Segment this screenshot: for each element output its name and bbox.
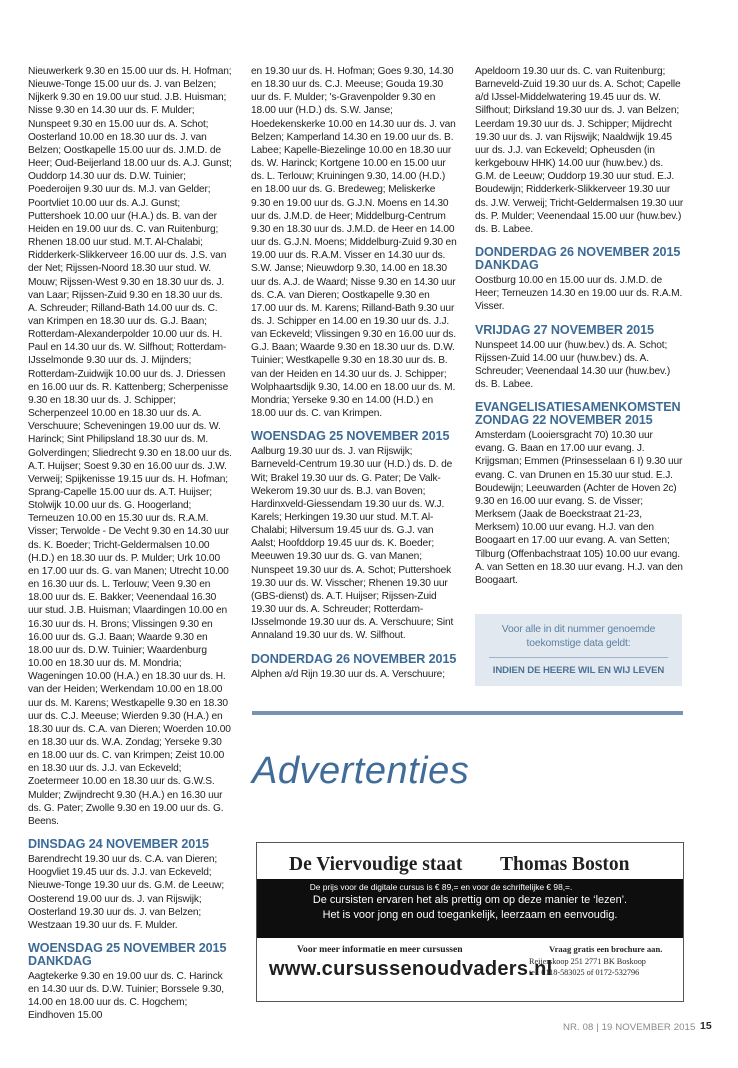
ad-contact — [529, 944, 662, 979]
section-heading: DONDERDAG 26 NOVEMBER 2015 DANKDAG — [475, 245, 681, 273]
section-divider — [252, 711, 683, 715]
ad-address: Reijerskoop 251 2771 BK Boskoop — [529, 956, 646, 966]
section-heading: EVANGELISATIESAMENKOMSTEN ZONDAG 22 NOVEMBER 2015 — [475, 400, 681, 428]
section-heading: WOENSDAG 25 NOVEMBER 2015 DANKDAG — [28, 941, 227, 968]
ad-text-line: De cursisten ervaren het als prettig om op deze manier te ‘lezen’. — [312, 894, 628, 906]
church-listing: Nunspeet 14.00 uur (huw.bev.) ds. A. Schot; Rijssen-Zuid 14.00 uur (huw.bev.) ds. A. Schreuder; Veenendaal 14.30 uur (huw.bev.) ds. B. Labee. — [475, 339, 671, 390]
ad-info: Voor meer informatie en meer cursussen — [297, 944, 463, 955]
column-3 — [475, 65, 685, 686]
ad-author: Thomas Boston — [500, 854, 630, 875]
church-listing: Amsterdam (Looiersgracht 70) 10.30 uur evang. G. Baan en 17.00 uur evang. J. Krijgsman; Emmen (Prinsesselaan 6 I) 9.30 uur evang. C. van Drunen en 15.30 uur stud. E.J. Boudewijn; Leeuwarden (Achter de Hoven 2c) 9.30 en 16.00 uur evang. S. de Visser; Merksem (Jaak de Boeckstraat 21-23, Merksem) 10.00 uur evang. H.J. van den Boogaart en 17.00 uur evang. A. van Setten; Tilburg (Offenbachstraat 105) 10.00 uur evang. A. van Setten en 18.30 uur evang. H.J. van den Boogaart. — [475, 430, 683, 586]
church-listing: Nieuwerkerk 9.30 en 15.00 uur ds. H. Hofman; Nieuwe-Tonge 15.00 uur ds. J. van Belzen; Nijkerk 9.30 en 19.00 uur stud. J.B. Huisman; Nisse 9.30 en 14.30 uur ds. F. Mulder; Nunspeet 9.30 en 15.00 uur ds. A. Schot; Oosterland 10.00 en 18.30 uur ds. J. van Belzen; Oostkapelle 15.00 uur ds. J.M.D. de Heer; Oud-Beijerland 18.00 uur ds. A.J. Gunst; Ouddorp 14.30 uur ds. D.W. Tuinier; Poederoijen 9.30 uur ds. M.J. van Gelder; Poortvliet 10.00 uur ds. A.J. Gunst; Puttershoek 10.00 uur (H.A.) ds. B. van der Heiden en 19.00 uur ds. C. van Ruitenburg; Rhenen 18.00 uur stud. M.T. Al-Chalabi; Ridderkerk-Slikkerveer 16.00 uur ds. J.S. van der Net; Rijssen-Noord 18.30 uur stud. W. Mouw; Rijssen-West 9.30 en 18.30 uur ds. J. van Laar; Rijssen-Zuid 9.30 en 18.30 uur ds. A. Schreuder; Rilland-Bath 14.00 uur ds. C. van Krimpen en 18.30 uur ds. G.J. Baan; Rotterdam-Alexanderpolder 10.00 uur ds. H. Paul en 14.30 uur ds. W. Silfhout; Rotterdam-IJsselmonde 9.30 uur ds. J. Mijnders; Rotterdam-Zuidwijk 10.00 uur ds. J. Driessen en 16.00 uur ds. R. Kattenberg; Scherpenisse 9.30 en 18.30 uur ds. J. Schipper; Scherpenzeel 10.00 en 18.30 uur ds. A. Verschuure; Scheveningen 19.00 uur ds. W. Harinck; Sint Philipsland 18.30 uur ds. M. Golverdingen; Sliedrecht 9.30 en 18.00 uur ds. A.T. Huijser; Soest 9.30 en 16.00 uur ds. J.W. Verweij; Spijkenisse 19.15 uur ds. H. Hofman; Sprang-Capelle 15.00 uur ds. A.T. Huijser; Stolwijk 10.00 uur ds. G. Hoogerland; Terneuzen 10.00 en 15.30 uur ds. R.A.M. Visser; Terwolde - De Vecht 9.30 en 14.30 uur ds. K. Boeder; Tricht-Geldermalsen 10.00 (H.D.) en 18.30 uur ds. P. Mulder; Urk 10.00 en 17.00 uur ds. G. van Manen; Utrecht 10.00 en 16.30 uur ds. L. Terlouw; Veen 9.30 en 18.00 uur ds. E. Bakker; Veenendaal 16.30 uur stud. J.B. Huisman; Vlaardingen 10.00 en 16.30 uur ds. H. Brons; Vlissingen 9.30 en 16.00 uur ds. G.J. Baan; Waarde 9.30 en 18.00 uur ds. D.W. Tuinier; Waardenburg 10.00 en 18.30 uur ds. M. Mondria; Wageningen 10.00 (H.A.) en 18.30 uur ds. H. van der Heiden; Werkendam 10.00 en 18.00 uur ds. M. Karens; Westkapelle 9.30 en 18.30 uur ds. C.J. Meeuse; Wierden 9.30 (H.A.) en 18.30 uur ds. C.A. van Dieren; Woerden 10.00 en 18.30 uur ds. W.A. Zondag; Yerseke 9.30 en 18.00 uur ds. C. van Krimpen; Zeist 10.00 en 18.30 uur ds. J.J. van Eckeveld; Zoetermeer 10.00 en 18.30 uur ds. G.W.S. Mulder; Zwijndrecht 9.30 (H.A.) en 16.30 uur ds. G. Pater; Zwolle 9.30 en 19.00 uur ds. G. Beens. — [28, 66, 232, 827]
ad-body — [257, 879, 683, 938]
ad-title: De Viervoudige staat — [289, 854, 463, 875]
ad-website-link[interactable]: www.cursussenoudvaders.nl — [269, 958, 553, 980]
church-listing: Alphen a/d Rijn 19.30 uur ds. A. Verschuure; — [251, 668, 445, 680]
notice-text: Voor alle in dit nummer genoemde toekomstige data geldt: — [501, 624, 656, 649]
ad-price: De prijs voor de digitale cursus is € 89,= en voor de schriftelijke € 98,=. — [309, 882, 573, 892]
section-heading: WOENSDAG 25 NOVEMBER 2015 — [251, 429, 450, 444]
ad-header — [257, 843, 683, 879]
notice-title: INDIEN DE HEERE WIL EN WIJ LEVEN — [492, 665, 665, 676]
ad-phones: tel. 0118-583025 of 0172-532796 — [529, 968, 640, 977]
section-heading: DINSDAG 24 NOVEMBER 2015 — [28, 837, 209, 852]
church-listing: Oostburg 10.00 en 15.00 uur ds. J.M.D. de Heer; Terneuzen 14.30 en 19.00 uur ds. R.A.M. Visser. — [475, 275, 683, 313]
column-1 — [28, 65, 232, 1023]
advertisements-heading: Advertenties — [252, 750, 470, 792]
church-listing: en 19.30 uur ds. H. Hofman; Goes 9.30, 14.30 en 18.30 uur ds. C.J. Meeuse; Gouda 19.30 uur ds. F. Mulder; 's-Gravenpolder 9.30 en 18.00 uur (H.D.) ds. S.W. Janse; Hoedekenskerke 10.00 en 14.30 uur ds. J. van Belzen; Kamperland 14.30 en 19.00 uur ds. B. Labee; Kapelle-Biezelinge 10.00 en 18.30 uur ds. W. Harinck; Kortgene 10.00 en 15.00 uur ds. L. Terlouw; Kruiningen 9.30, 14.00 (H.D.) en 18.00 uur ds. G. Bredeweg; Meliskerke 9.30 en 19.00 uur ds. G.J.N. Moens en 14.30 uur ds. J.M.D. de Heer; Middelburg-Centrum 9.30 en 18.30 uur ds. J.M.D. de Heer en 14.00 uur ds. G.J.N. Moens; Middelburg-Zuid 9.30 en 19.00 uur ds. R.A.M. Visser en 14.30 uur ds. S.W. Janse; Nieuwdorp 9.30, 14.00 en 18.30 uur ds. A.J. de Waard; Nisse 9.30 en 14.30 uur ds. C.A. van Dieren; Oostkapelle 9.30 en 17.00 uur ds. M. Karens; Rilland-Bath 9.30 uur ds. J. Schipper en 14.00 en 19.30 uur ds. J.J. van Eckeveld; Vlissingen 9.30 en 16.00 uur ds. G.J. Baan; Waarde 9.30 en 18.30 uur ds. D.W. Tuinier; Westkapelle 9.30 en 18.30 uur ds. B. van der Heiden en 14.30 uur ds. J. Schipper; Wolphaartsdijk 9.30, 14.00 en 18.00 uur ds. M. Mondria; Yerseke 9.30 en 14.00 (H.D.) en 18.00 uur ds. C. van Krimpen. — [251, 66, 457, 420]
column-2 — [251, 65, 457, 681]
issue-footer: NR. 08 | 19 NOVEMBER 2015 — [563, 1022, 696, 1033]
church-listing: Apeldoorn 19.30 uur ds. C. van Ruitenburg; Barneveld-Zuid 19.30 uur ds. A. Schot; Capelle a/d IJssel-Middelwatering 19.45 uur ds. W. Silfhout; Dirksland 19.30 uur ds. J. van Belzen; Leerdam 19.30 uur ds. J. Schipper; Mijdrecht 19.30 uur ds. J. van Rijswijk; Naaldwijk 19.45 uur ds. J.J. van Eckeveld; Opheusden (in kerkgebouw HHK) 14.00 uur (huw.bev.) ds. G.M. de Leeuw; Ouddorp 19.30 uur stud. E.J. Boudewijn; Ridderkerk-Slikkerveer 19.30 uur ds. J.W. Verweij; Tricht-Geldermalsen 19.30 uur ds. P. Mulder; Veenendaal 15.00 uur (huw.bev.) ds. B. Labee. — [475, 66, 684, 235]
ad-brochure: Vraag gratis een brochure aan. — [549, 944, 663, 954]
advertisement — [256, 842, 684, 1002]
church-listing: Barendrecht 19.30 uur ds. C.A. van Dieren; Hoogvliet 19.45 uur ds. J.J. van Eckeveld; Nieuwe-Tonge 19.30 uur ds. G.M. de Leeuw; Oosterend 19.00 uur ds. J. van Rijswijk; Oosterland 19.30 uur ds. J. van Belzen; Westzaan 19.30 uur ds. F. Mulder. — [28, 854, 225, 931]
ad-footer — [257, 938, 683, 1000]
ad-text-line: Het is voor jong en oud toegankelijk, leerzaam en eenvoudig. — [322, 909, 618, 921]
church-listing: Aagtekerke 9.30 en 19.00 uur ds. C. Harinck en 14.30 uur ds. D.W. Tuinier; Borssele 9.30, 14.00 en 18.00 uur ds. C. Hogchem; Eindhoven 15.00 — [28, 971, 224, 1022]
divider — [489, 657, 668, 658]
church-listing: Aalburg 19.30 uur ds. J. van Rijswijk; Barneveld-Centrum 19.30 uur (H.D.) ds. D. de Wit; Brakel 19.30 uur ds. G. Pater; De Valk-Wekerom 19.30 uur ds. B.J. van Boven; Hardinxveld-Giessendam 19.30 uur ds. W.J. Karels; Herkingen 19.30 uur stud. M.T. Al-Chalabi; Hilversum 19.45 uur ds. G.J. van Aalst; Hoofddorp 19.45 uur ds. K. Boeder; Meeuwen 19.30 uur ds. G. van Manen; Nunspeet 19.30 uur ds. A. Schot; Puttershoek 19.30 uur ds. W. Visscher; Rhenen 19.30 uur (GBS-dienst) ds. A.T. Huijser; Rijssen-Zuid 19.30 uur ds. A. Schreuder; Rotterdam-IJsselmonde 19.30 uur ds. A. Verschuure; Sint Annaland 19.30 uur ds. W. Silfhout. — [251, 446, 454, 642]
section-heading: DONDERDAG 26 NOVEMBER 2015 — [251, 651, 457, 666]
section-heading: VRIJDAG 27 NOVEMBER 2015 — [475, 322, 654, 337]
notice-box — [475, 614, 682, 686]
page-number: 15 — [700, 1020, 712, 1032]
